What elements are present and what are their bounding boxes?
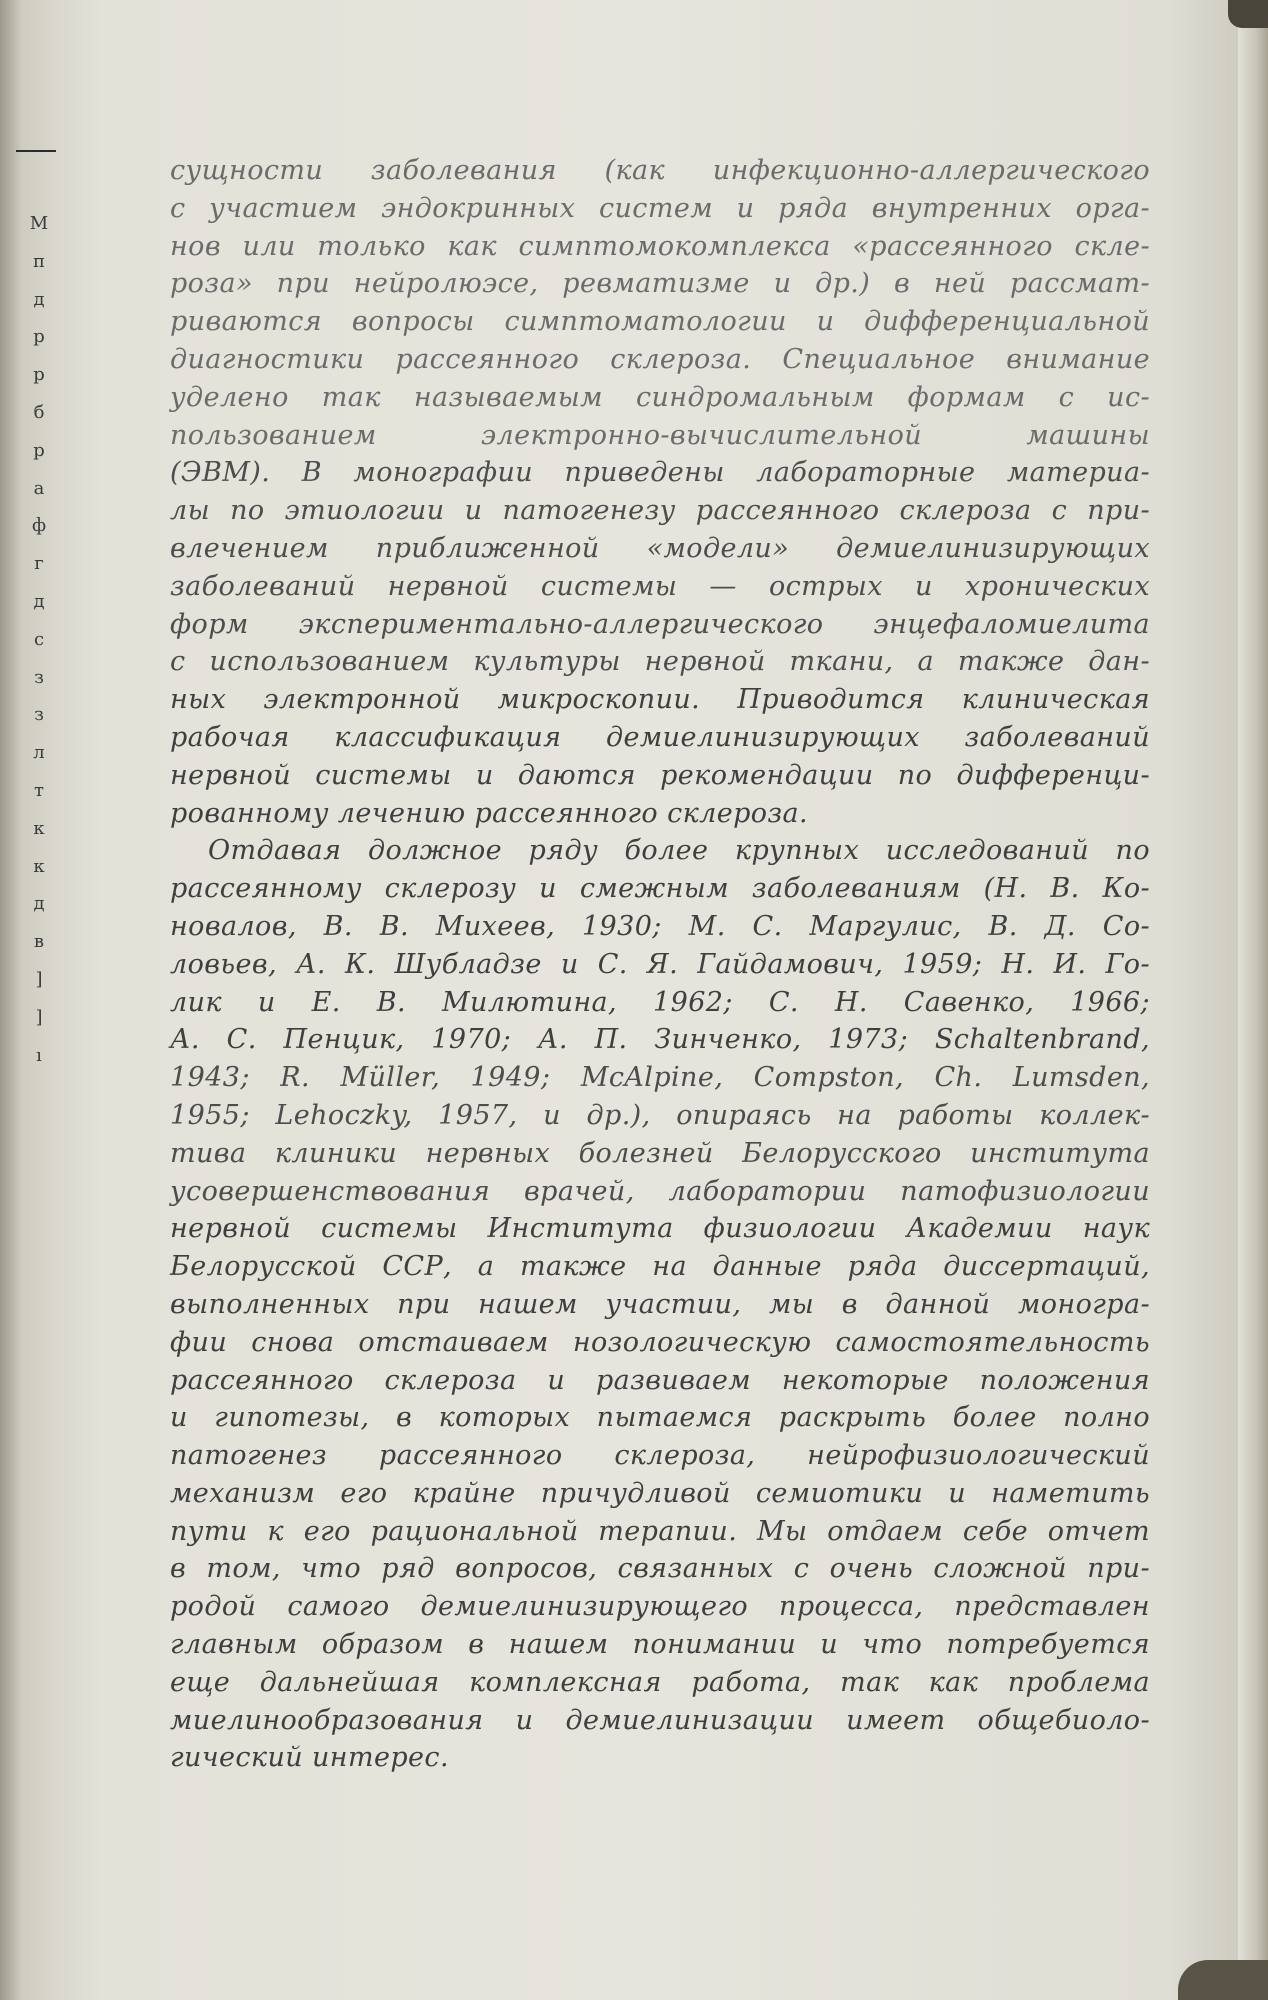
margin-letter: п — [33, 250, 45, 272]
text-line: (ЭВМ). В монографии приведены лабораторные материа- — [170, 457, 1150, 489]
margin-letter: г — [34, 553, 44, 575]
margin-letter: ] — [35, 968, 43, 990]
margin-rule — [16, 150, 56, 152]
text-line: Белорусской ССР, а также на данные ряда диссертаций, — [170, 1251, 1150, 1283]
text-line: лы по этиологии и патогенезу рассеянного склероза с при- — [170, 495, 1150, 527]
text-line: миелинообразования и демиелинизации имеет общебиоло- — [170, 1704, 1150, 1736]
margin-letter: з — [34, 704, 44, 726]
right-page-edge — [1238, 0, 1268, 2000]
text-line: лик и Е. В. Милютина, 1962; С. Н. Савенко, 1966; — [170, 986, 1150, 1018]
text-line: нервной системы и даются рекомендации по дифференци- — [170, 759, 1150, 791]
text-line: рассеянному склерозу и смежным заболеваниям (Н. В. Ко- — [170, 873, 1150, 905]
margin-letter: р — [33, 439, 45, 461]
margin-letter: ф — [31, 515, 47, 537]
text-line: нов или только как симптомокомплекса «рассеянного скле- — [170, 230, 1150, 262]
margin-letter: в — [33, 931, 45, 953]
text-line: заболеваний нервной системы — острых и хронических — [170, 570, 1150, 602]
text-line: гический интерес. — [170, 1742, 449, 1774]
text-line: механизм его крайне причудливой семиотики и наметить — [170, 1477, 1150, 1509]
text-line: главным образом в нашем понимании и что потребуется — [170, 1629, 1150, 1661]
text-line: форм экспериментально-аллергического энцефаломиелита — [170, 608, 1150, 640]
page-text — [170, 152, 1150, 1777]
margin-letter: М — [29, 213, 49, 234]
text-line: нервной системы Института физиологии Академии наук — [170, 1213, 1150, 1245]
paragraph-2 — [170, 832, 1150, 1777]
margin-letter: а — [33, 477, 45, 499]
text-line: патогенез рассеянного склероза, нейрофизиологический — [170, 1440, 1150, 1472]
text-line: с использованием культуры нервной ткани, а также дан- — [170, 646, 1150, 678]
text-line: пути к его рациональной терапии. Мы отдаем себе отчет — [170, 1515, 1150, 1547]
text-line: в том, что ряд вопросов, связанных с очень сложной при- — [170, 1553, 1150, 1585]
text-line: уделено так называемым синдромальным формам с ис- — [170, 381, 1150, 413]
text-line: фии снова отстаиваем нозологическую самостоятельность — [170, 1326, 1150, 1358]
text-line: диагностики рассеянного склероза. Специальное внимание — [170, 343, 1150, 375]
text-line: родой самого демиелинизирующего процесса, представлен — [170, 1591, 1150, 1623]
text-line: 1955; Lehoczky, 1957, и др.), опираясь на работы коллек- — [170, 1099, 1150, 1131]
text-line: влечением приближенной «модели» демиелинизирующих — [170, 532, 1150, 564]
margin-letter: д — [33, 893, 45, 915]
text-line: 1943; R. Müller, 1949; McAlpine, Compston, Ch. Lumsden, — [170, 1062, 1150, 1094]
margin-letter: з — [34, 666, 44, 688]
text-line: сущности заболевания (как инфекционно-аллергического — [170, 155, 1150, 186]
text-line: рованному лечению рассеянного склероза. — [170, 797, 809, 829]
text-line: рассеянного склероза и развиваем некоторые положения — [170, 1364, 1150, 1396]
margin-letter: д — [33, 590, 45, 612]
left-page-edge — [0, 0, 22, 2000]
text-line: выполненных при нашем участии, мы в данной моногра- — [170, 1288, 1150, 1320]
text-line: еще дальнейшая комплексная работа, так как проблема — [170, 1666, 1150, 1698]
margin-letter: т — [34, 779, 44, 801]
margin-letter: с — [33, 628, 45, 650]
text-line: рабочая классификация демиелинизирующих заболеваний — [170, 721, 1150, 753]
margin-letter: л — [33, 742, 45, 764]
text-line: ных электронной микроскопии. Приводится клиническая — [170, 684, 1150, 716]
margin-letter: ] — [35, 1006, 43, 1028]
text-line: тива клиники нервных болезней Белорусского института — [170, 1137, 1150, 1169]
text-line: и гипотезы, в которых пытаемся раскрыть более полно — [170, 1402, 1150, 1434]
text-line: ловьев, А. К. Шубладзе и С. Я. Гайдамович, 1959; Н. И. Го- — [170, 948, 1150, 980]
margin-letter: р — [33, 364, 45, 386]
text-line: усовершенствования врачей, лаборатории патофизиологии — [170, 1175, 1150, 1207]
text-line: с участием эндокринных систем и ряда внутренних орга- — [170, 192, 1150, 224]
text-line: риваются вопросы симптоматологии и дифференциальной — [170, 306, 1150, 338]
margin-letter: б — [33, 401, 45, 423]
margin-letter: д — [33, 288, 45, 310]
margin-letter: р — [33, 326, 45, 348]
text-line: пользованием электронно-вычислительной машины — [170, 419, 1150, 451]
margin-letter: ı — [36, 1044, 42, 1066]
book-corner-bottom — [1178, 1960, 1268, 2000]
text-line: новалов, В. В. Михеев, 1930; М. С. Маргулис, В. Д. Со- — [170, 910, 1150, 942]
text-line: Отдавая должное ряду более крупных исследований по — [208, 835, 1150, 867]
margin-letter: к — [33, 855, 45, 877]
book-corner-top — [1228, 0, 1268, 28]
text-line: А. С. Пенцик, 1970; А. П. Зинченко, 1973; Schaltenbrand, — [170, 1024, 1150, 1056]
paragraph-1 — [170, 152, 1150, 832]
margin-letter: к — [33, 817, 45, 839]
adjacent-page-letters — [24, 205, 54, 1074]
text-line: роза» при нейролюэсе, ревматизме и др.) в ней рассмат- — [170, 268, 1150, 300]
